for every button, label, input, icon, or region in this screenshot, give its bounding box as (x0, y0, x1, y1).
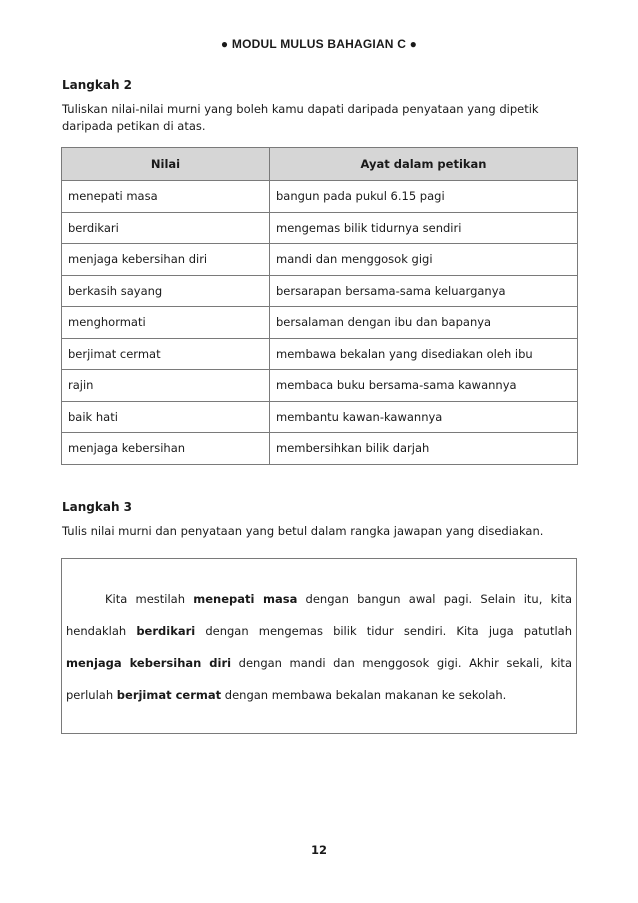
table-row (62, 275, 578, 307)
answer-text: dengan membawa bekalan makanan ke sekolah. (221, 688, 507, 702)
answer-frame (61, 558, 577, 734)
sentence-cell: mengemas bilik tidurnya sendiri (270, 212, 578, 244)
answer-text: dengan bangun awal pagi. Selain itu, kita hendaklah (66, 592, 572, 638)
table-row (62, 212, 578, 244)
header-ayat: Ayat dalam petikan (270, 148, 578, 181)
sentence-cell: membersihkan bilik darjah (270, 433, 578, 465)
sentence-cell: bersalaman dengan ibu dan bapanya (270, 307, 578, 339)
value-cell: menjaga kebersihan diri (62, 244, 270, 276)
sentence-cell: bersarapan bersama-sama keluarganya (270, 275, 578, 307)
table-header-row (62, 148, 578, 181)
page-number: 12 (310, 843, 327, 857)
table-row (62, 307, 578, 339)
module-header: ● MODUL MULUS BAHAGIAN C ● (220, 37, 418, 51)
table-row (62, 181, 578, 213)
table-row (62, 370, 578, 402)
value-cell: rajin (62, 370, 270, 402)
answer-text: dengan mandi dan menggosok gigi. Akhir sekali, kita perlulah (66, 656, 572, 702)
table-row (62, 401, 578, 433)
value-cell: menghormati (62, 307, 270, 339)
value-cell: berjimat cermat (62, 338, 270, 370)
table-row (62, 433, 578, 465)
answer-value: menjaga kebersihan diri (66, 656, 232, 670)
value-cell: menepati masa (62, 181, 270, 213)
answer-value: menepati masa (193, 592, 298, 606)
sentence-cell: mandi dan menggosok gigi (270, 244, 578, 276)
answer-value: berjimat cermat (116, 688, 222, 702)
sentence-cell: membawa bekalan yang disediakan oleh ibu (270, 338, 578, 370)
table-row (62, 244, 578, 276)
value-cell: menjaga kebersihan (62, 433, 270, 465)
header-nilai: Nilai (62, 148, 270, 181)
step2-instruction: Tuliskan nilai-nilai murni yang boleh kamu dapati daripada penyataan yang dipetik daripada petikan di atas. (62, 102, 539, 133)
sentence-cell: membantu kawan-kawannya (270, 401, 578, 433)
answer-value: berdikari (136, 624, 196, 638)
table-row (62, 338, 578, 370)
step3-instruction: Tulis nilai murni dan penyataan yang betul dalam rangka jawapan yang disediakan. (62, 524, 544, 538)
values-table (61, 147, 578, 465)
answer-text: dengan mengemas bilik tidur sendiri. Kita juga patutlah (195, 624, 572, 638)
value-cell: berdikari (62, 212, 270, 244)
answer-text: Kita mestilah (105, 592, 194, 606)
value-cell: baik hati (62, 401, 270, 433)
step3-title: Langkah 3 (62, 500, 133, 514)
step2-title: Langkah 2 (62, 78, 133, 92)
answer-paragraph (66, 583, 572, 711)
value-cell: berkasih sayang (62, 275, 270, 307)
sentence-cell: membaca buku bersama-sama kawannya (270, 370, 578, 402)
sentence-cell: bangun pada pukul 6.15 pagi (270, 181, 578, 213)
